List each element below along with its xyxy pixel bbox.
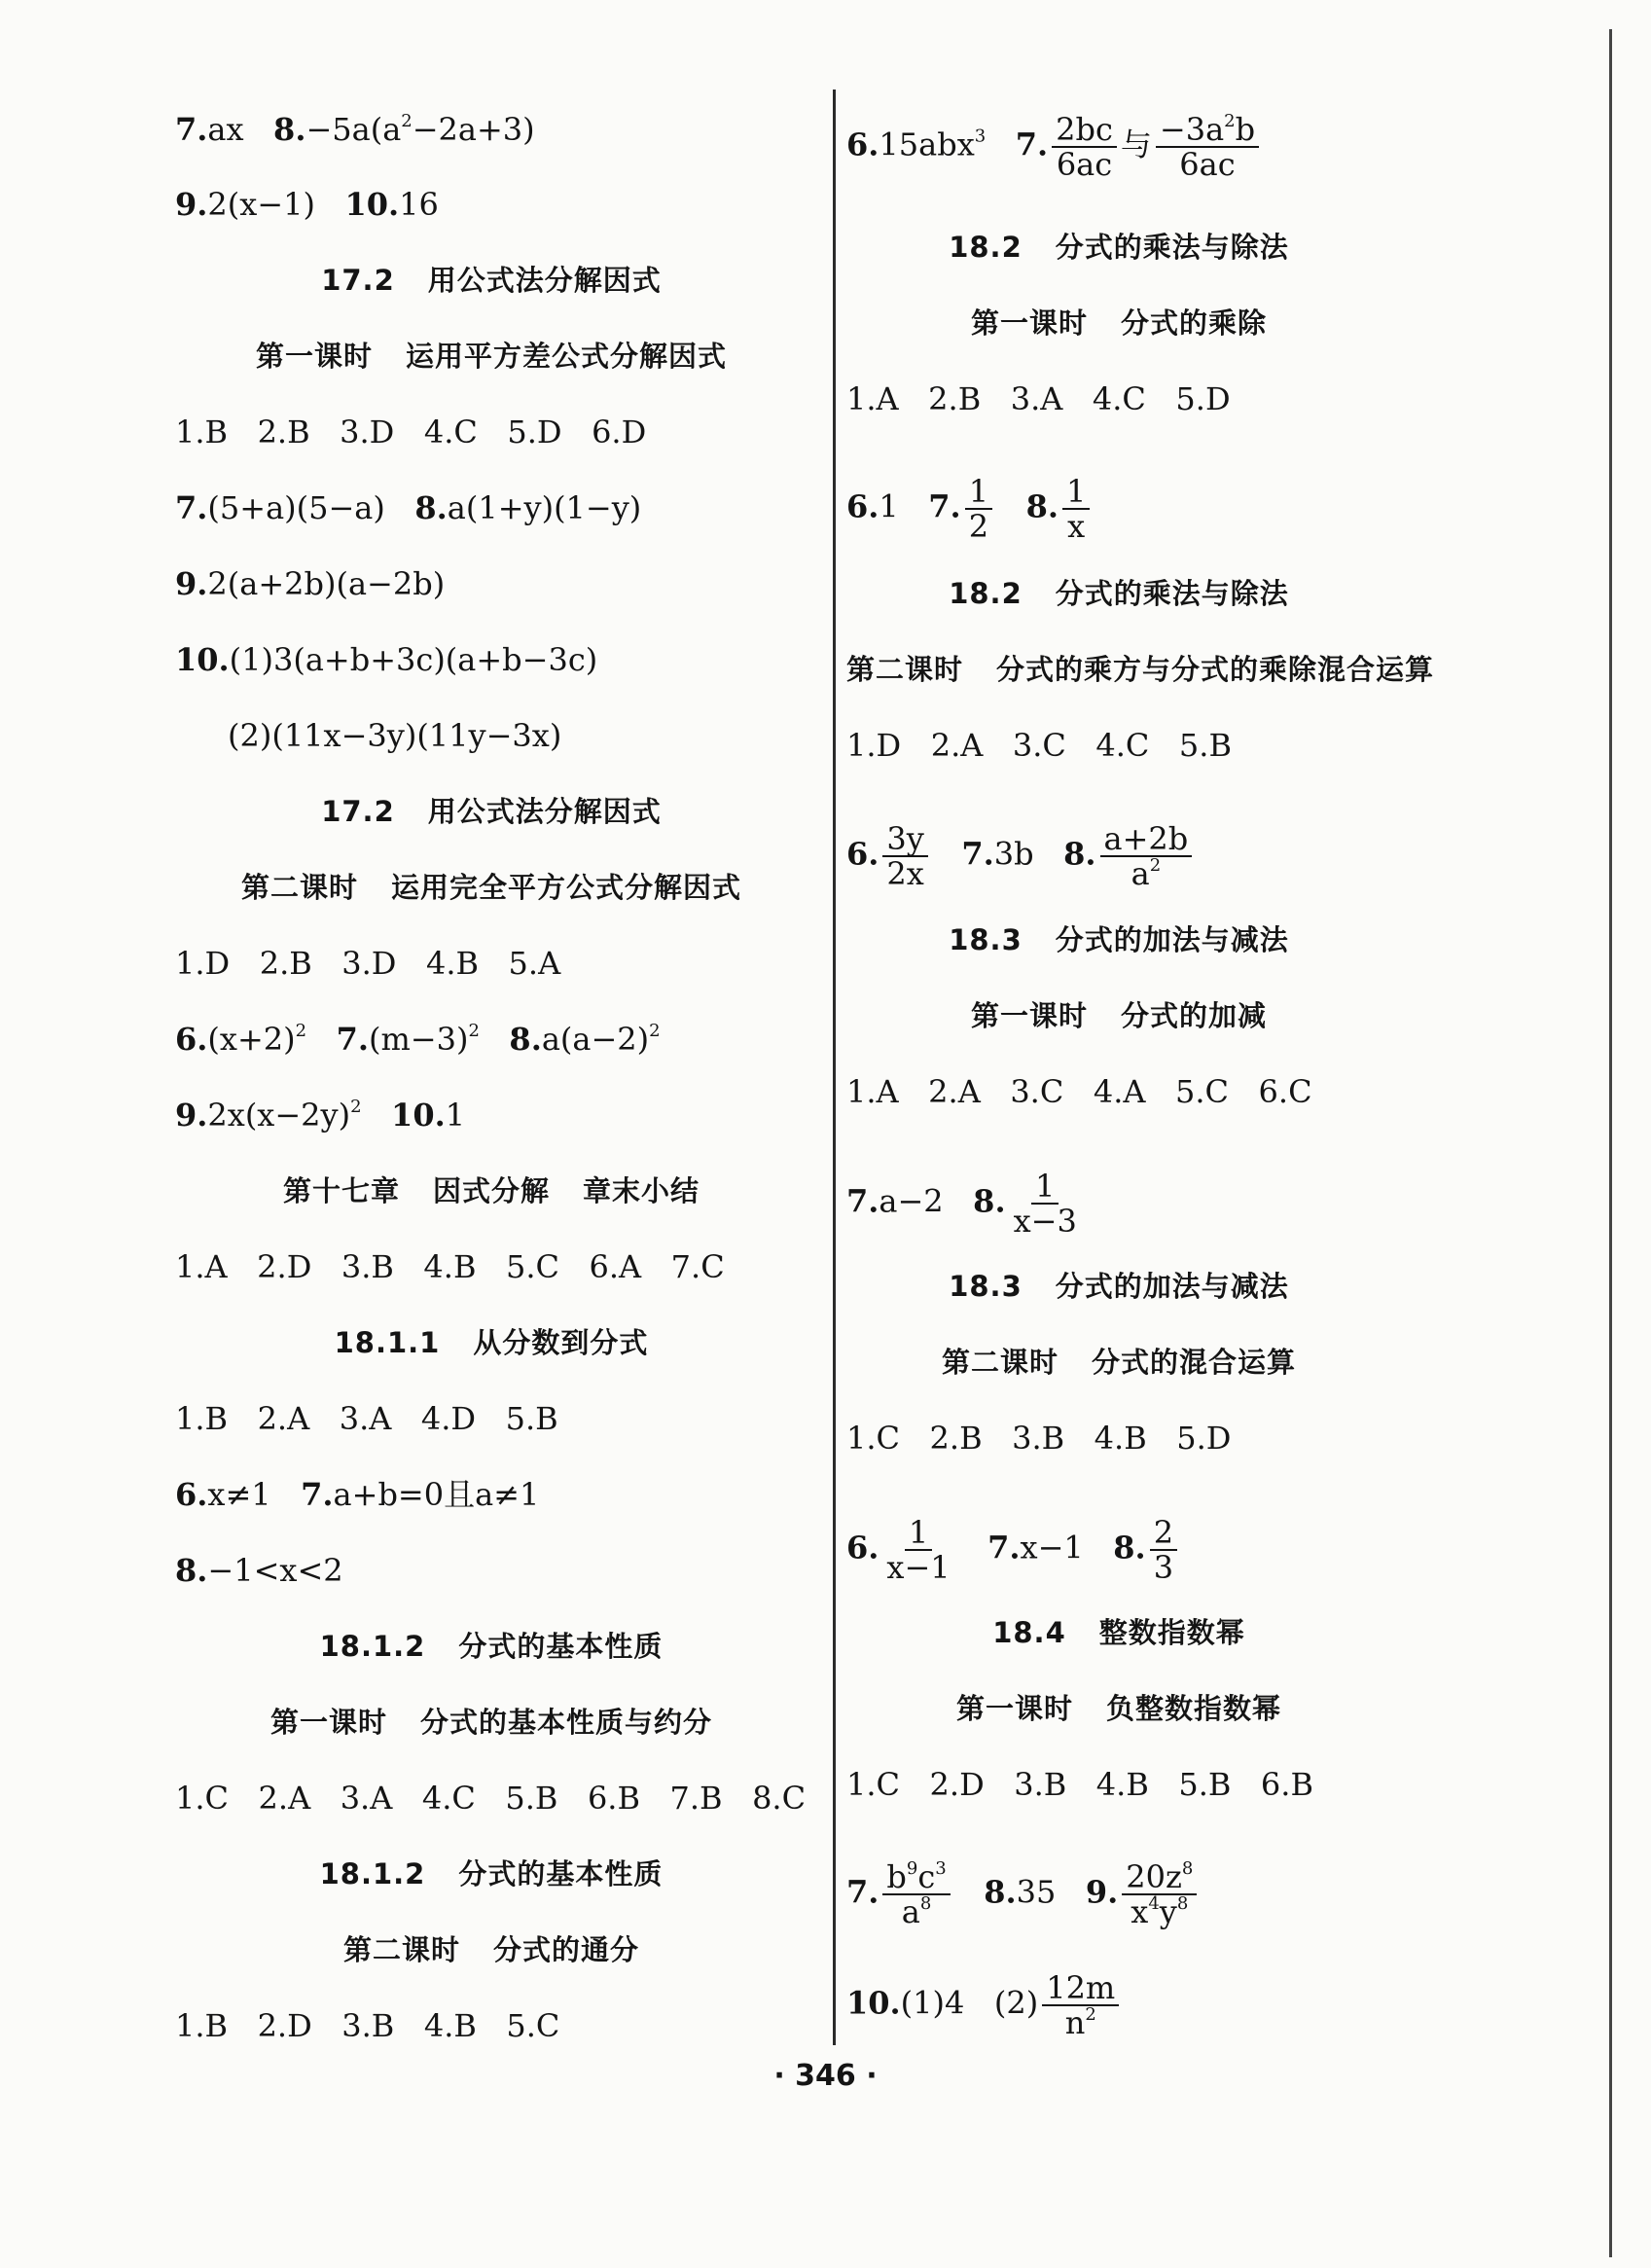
fraction [882, 1860, 950, 1928]
choice-answer: 1.D [175, 945, 231, 982]
exponent: 4 [1148, 1893, 1160, 1914]
section-heading [175, 1854, 808, 1893]
denominator: 6ac [1179, 146, 1236, 183]
choice-answers [175, 413, 646, 451]
denominator: 2 [968, 508, 989, 545]
section-number: 18.1.2 [319, 1630, 426, 1663]
choice-answer: 5.D [1176, 1420, 1232, 1457]
choice-answer: 1.A [846, 1073, 899, 1110]
fraction [882, 822, 927, 890]
answer: 16 [399, 186, 439, 223]
choice-answer: 3.A [339, 1400, 392, 1437]
q-number: 7. [961, 835, 994, 873]
q-number: 8. [1025, 487, 1059, 525]
lesson-heading [175, 337, 808, 376]
exponent: 2 [295, 1021, 307, 1041]
choice-answer: 4.C [1095, 727, 1150, 764]
lesson-label: 第一课时 [269, 1706, 387, 1739]
answer-line [175, 1551, 343, 1590]
fraction [1052, 113, 1117, 181]
choice-answer: 4.D [420, 1400, 477, 1437]
fraction [965, 475, 992, 543]
lesson-heading [846, 1689, 1391, 1728]
exponent: 8 [1181, 1858, 1194, 1879]
page-edge-line [1609, 29, 1612, 2257]
section-title: 用公式法分解因式 [427, 795, 662, 828]
fraction [882, 1516, 953, 1584]
section-heading [846, 1267, 1391, 1306]
denominator [1127, 1895, 1192, 1928]
choice-answers [846, 1765, 1313, 1804]
denominator [1128, 857, 1166, 890]
answer-line [175, 1475, 539, 1514]
answer-line [846, 1860, 1201, 1928]
answer: 1 [879, 487, 899, 525]
q-number: 7. [175, 111, 208, 148]
q-number: 7. [987, 1529, 1021, 1566]
choice-answer: 4.C [421, 1780, 476, 1817]
exponent: 2 [468, 1021, 480, 1041]
denominator: x−1 [886, 1549, 951, 1586]
exponent: 2 [401, 111, 413, 131]
choice-answers [846, 1072, 1312, 1111]
choice-answer: 2.B [928, 380, 982, 417]
denominator-part: y [1159, 1893, 1177, 1930]
choice-answer: 1.B [175, 1400, 229, 1437]
lesson-title: 分式的混合运算 [1092, 1346, 1297, 1379]
exponent: 2 [1085, 2004, 1096, 2025]
numerator-part: 20z [1126, 1858, 1182, 1895]
q-number: 10. [344, 186, 400, 223]
numerator-part: b [886, 1858, 907, 1895]
choice-answers [175, 1399, 558, 1438]
section-title: 从分数到分式 [473, 1326, 649, 1359]
q-number: 7. [846, 1873, 879, 1911]
lesson-label: 第二课时 [240, 871, 358, 904]
q-number: 7. [175, 489, 208, 526]
answer-line [846, 1516, 1181, 1584]
fraction [1042, 1971, 1119, 2039]
answer: 35 [1016, 1873, 1057, 1911]
choice-answer: 4.B [425, 945, 480, 982]
answer-line [846, 113, 1263, 181]
section-number: 17.2 [321, 264, 395, 297]
choice-answers [846, 726, 1232, 765]
choice-answer: 2.D [929, 1766, 985, 1803]
exponent: 2 [1149, 855, 1162, 876]
section-heading [175, 1627, 808, 1666]
choice-answer: 2.D [257, 2007, 312, 2044]
choice-answers [175, 944, 560, 983]
answer-line [175, 564, 445, 603]
section-number: 18.2 [949, 577, 1023, 610]
section-title: 分式的加法与减法 [1055, 923, 1289, 956]
choice-answer: 6.A [589, 1248, 642, 1285]
choice-answer: 5.B [1178, 1766, 1232, 1803]
answer: (x+2) [207, 1021, 296, 1058]
choice-answer: 3.C [1010, 1073, 1064, 1110]
choice-answers [175, 1247, 725, 1286]
denominator-base: n [1064, 2004, 1086, 2041]
choice-answer: 5.C [506, 2007, 560, 2044]
numerator: 1 [965, 475, 992, 510]
conjunction: 与 [1120, 126, 1152, 163]
choice-answer: 5.C [1175, 1073, 1230, 1110]
lesson-label: 第二课时 [846, 653, 964, 686]
choice-answer: 2.A [928, 1073, 981, 1110]
choice-answer: 2.A [930, 727, 984, 764]
section-number: 18.1.1 [334, 1326, 441, 1359]
answer-line [846, 475, 1094, 543]
fraction [1010, 1170, 1081, 1238]
section-title: 分式的加法与减法 [1055, 1270, 1289, 1303]
lesson-heading [846, 1343, 1391, 1382]
section-title: 分式的基本性质 [458, 1630, 664, 1663]
choice-answer: 1.C [846, 1766, 901, 1803]
chapter-heading [175, 1171, 808, 1210]
q-number: 7. [1015, 126, 1049, 163]
exponent: 8 [919, 1893, 932, 1914]
lesson-heading [846, 304, 1391, 342]
denominator: 2x [886, 855, 924, 892]
exponent: 2 [350, 1097, 362, 1117]
exponent: 2 [649, 1021, 661, 1041]
q-number: 6. [846, 835, 879, 873]
q-number: 10. [391, 1097, 446, 1134]
q-number: 6. [846, 126, 879, 163]
choice-answer: 3.B [341, 1248, 394, 1285]
denominator-part: x [1131, 1893, 1149, 1930]
denominator: 3 [1153, 1549, 1174, 1586]
answer: a(1+y)(1−y) [447, 489, 642, 526]
section-title: 用公式法分解因式 [427, 264, 662, 297]
numerator: a+2b [1100, 822, 1193, 857]
q-number: 8. [509, 1021, 542, 1058]
section-heading [846, 1613, 1391, 1652]
choice-answers [846, 379, 1231, 418]
denominator: x [1067, 508, 1086, 545]
lesson-label: 第二课时 [342, 1933, 460, 1966]
choice-answer: 5.C [505, 1248, 559, 1285]
choice-answer: 1.C [175, 1780, 230, 1817]
numerator: 12m [1042, 1971, 1119, 2006]
exponent: 3 [974, 126, 987, 147]
q-number: 10. [175, 641, 230, 678]
numerator: 1 [905, 1516, 932, 1551]
lesson-label: 第二课时 [941, 1346, 1059, 1379]
q-number: 6. [846, 1529, 879, 1566]
numerator: 2 [1150, 1516, 1177, 1551]
chapter-label: 第十七章 [282, 1174, 400, 1207]
denominator: 6ac [1056, 146, 1113, 183]
choice-answer: 5.D [507, 414, 562, 450]
choice-answer: 2.B [257, 414, 310, 450]
choice-answer: 8.C [752, 1780, 807, 1817]
answer: x≠1 [207, 1476, 271, 1513]
section-number: 18.3 [949, 923, 1023, 956]
section-heading [846, 228, 1391, 267]
numerator: 3y [882, 822, 927, 857]
choice-answer: 2.B [259, 945, 312, 982]
choice-answer: 5.B [505, 1400, 558, 1437]
lesson-heading [846, 996, 1391, 1035]
answer: (2) [993, 1984, 1039, 2022]
choice-answer: 4.B [423, 2007, 477, 2044]
fraction [1150, 1516, 1177, 1584]
answer-line [175, 1020, 661, 1059]
choice-answer: 3.A [1010, 380, 1063, 417]
denominator-base: a [901, 1893, 920, 1930]
section-title: 分式的乘法与除法 [1055, 577, 1289, 610]
lesson-title: 运用平方差公式分解因式 [406, 340, 728, 373]
choice-answer: 1.A [175, 1248, 228, 1285]
exponent: 8 [1176, 1893, 1189, 1914]
page-number: · 346 · [773, 2059, 878, 2093]
lesson-title: 分式的乘除 [1121, 306, 1268, 340]
q-number: 8. [414, 489, 448, 526]
numerator [1156, 113, 1259, 148]
q-number: 6. [175, 1021, 208, 1058]
choice-answer: 4.A [1093, 1073, 1146, 1110]
choice-answer: 3.B [341, 2007, 395, 2044]
choice-answers [175, 1779, 806, 1818]
choice-answer: 3.B [1014, 1766, 1067, 1803]
choice-answer: 2.A [257, 1400, 310, 1437]
section-heading [846, 920, 1391, 959]
answer: x−1 [1020, 1529, 1084, 1566]
section-heading [175, 261, 808, 300]
choice-answer: 3.D [340, 414, 395, 450]
q-number: 9. [1085, 1873, 1119, 1911]
answer-line [175, 640, 597, 679]
fraction [1122, 1860, 1197, 1928]
q-number: 7. [301, 1476, 334, 1513]
denominator: x−3 [1013, 1203, 1077, 1240]
lesson-title: 分式的通分 [493, 1933, 640, 1966]
answer: 1 [445, 1097, 466, 1134]
choice-answer: 6.C [1258, 1073, 1312, 1110]
numerator [882, 1860, 950, 1895]
answer: (1)4 [900, 1984, 965, 2022]
choice-answers [175, 2006, 559, 2045]
choice-answer: 7.B [669, 1780, 723, 1817]
choice-answer: 1.B [175, 2007, 229, 2044]
answer-line [175, 185, 439, 224]
answer: 2x(x−2y) [207, 1097, 351, 1134]
choice-answer: 1.B [175, 414, 229, 450]
section-number: 18.3 [949, 1270, 1023, 1303]
choice-answer: 5.A [508, 945, 561, 982]
section-heading [846, 574, 1391, 613]
section-title: 整数指数幂 [1098, 1616, 1245, 1649]
answer: 2(x−1) [207, 186, 315, 223]
section-title: 分式的基本性质 [458, 1857, 664, 1890]
lesson-title: 运用完全平方公式分解因式 [391, 871, 742, 904]
denominator [1061, 2006, 1100, 2039]
numerator-part: c [917, 1858, 936, 1895]
q-number: 8. [973, 1182, 1006, 1220]
answer: (1)3(a+b+3c)(a+b−3c) [229, 641, 598, 678]
lesson-title: 分式的乘方与分式的乘除混合运算 [996, 653, 1435, 686]
choice-answer: 1.D [846, 727, 902, 764]
q-number: 9. [175, 186, 208, 223]
q-number: 9. [175, 565, 208, 602]
choice-answer: 6.B [1260, 1766, 1313, 1803]
answer-line [175, 488, 641, 527]
section-number: 17.2 [321, 795, 395, 828]
answer: 3b [993, 835, 1034, 873]
choice-answer: 3.D [341, 945, 397, 982]
exponent: 2 [1224, 111, 1236, 131]
choice-answers [846, 1419, 1231, 1458]
chapter-title: 因式分解 [432, 1174, 550, 1207]
lesson-heading [175, 1703, 808, 1742]
answer-line [846, 1971, 1123, 2039]
q-number: 6. [175, 1476, 208, 1513]
q-number: 8. [1063, 835, 1096, 873]
denominator [898, 1895, 936, 1928]
choice-answer: 4.B [423, 1248, 477, 1285]
choice-answer: 5.B [1178, 727, 1232, 764]
lesson-label: 第一课时 [255, 340, 373, 373]
choice-answer: 4.C [423, 414, 478, 450]
q-number: 8. [273, 111, 306, 148]
answer: −5a(a [305, 111, 402, 148]
answer: −2a+3) [412, 111, 535, 148]
section-heading [175, 1323, 808, 1362]
q-number: 10. [846, 1984, 901, 2022]
lesson-heading [846, 650, 1435, 689]
choice-answer: 3.A [340, 1780, 393, 1817]
lesson-title: 负整数指数幂 [1106, 1692, 1282, 1725]
answer: (2)(11x−3y)(11y−3x) [228, 717, 562, 754]
answer: 2(a+2b)(a−2b) [207, 565, 446, 602]
q-number: 8. [984, 1873, 1017, 1911]
lesson-label: 第一课时 [955, 1692, 1073, 1725]
chapter-summary: 章末小结 [583, 1174, 700, 1207]
numerator: 2bc [1052, 113, 1117, 148]
choice-answer: 4.B [1095, 1766, 1149, 1803]
answer: (5+a)(5−a) [207, 489, 385, 526]
choice-answer: 1.C [846, 1420, 901, 1457]
q-number: 6. [846, 487, 879, 525]
choice-answer: 4.C [1092, 380, 1146, 417]
choice-answer: 6.D [592, 414, 647, 450]
numerator: 1 [1062, 475, 1090, 510]
numerator-part: −3a [1159, 111, 1225, 148]
q-number: 9. [175, 1097, 208, 1134]
q-number: 8. [1113, 1529, 1146, 1566]
answer-line [846, 822, 1196, 890]
lesson-heading [175, 868, 808, 907]
lesson-heading [175, 1930, 808, 1969]
fraction [1062, 475, 1090, 543]
choice-answer: 2.B [929, 1420, 983, 1457]
section-number: 18.4 [992, 1616, 1066, 1649]
choice-answer: 3.C [1012, 727, 1066, 764]
answer: (m−3) [368, 1021, 469, 1058]
numerator [1122, 1860, 1197, 1895]
section-heading [175, 792, 808, 831]
answer-line [846, 1170, 1085, 1238]
choice-answer: 4.B [1094, 1420, 1147, 1457]
q-number: 7. [928, 487, 961, 525]
fraction [1156, 113, 1259, 181]
section-number: 18.1.2 [319, 1857, 426, 1890]
answer: ax [207, 111, 244, 148]
numerator: 1 [1031, 1170, 1059, 1205]
q-number: 7. [336, 1021, 369, 1058]
section-title: 分式的乘法与除法 [1055, 231, 1289, 264]
q-number: 8. [175, 1552, 208, 1589]
choice-answer: 2.A [258, 1780, 311, 1817]
choice-answer: 6.B [587, 1780, 640, 1817]
answer: −1<x<2 [207, 1552, 343, 1589]
choice-answer: 1.A [846, 380, 899, 417]
exponent: 9 [906, 1858, 918, 1879]
fraction [1100, 822, 1193, 890]
answer: a(a−2) [541, 1021, 650, 1058]
answer-line [175, 110, 535, 149]
choice-answer: 3.B [1012, 1420, 1065, 1457]
answer: a+b=0且a≠1 [333, 1476, 540, 1513]
answer: a−2 [879, 1182, 944, 1220]
denominator-base: a [1131, 855, 1150, 892]
lesson-title: 分式的基本性质与约分 [420, 1706, 713, 1739]
answer: 15abx [879, 126, 975, 163]
lesson-title: 分式的加减 [1121, 999, 1268, 1032]
section-number: 18.2 [949, 231, 1023, 264]
choice-answer: 5.B [505, 1780, 558, 1817]
choice-answer: 7.C [670, 1248, 725, 1285]
lesson-label: 第一课时 [970, 306, 1088, 340]
lesson-label: 第一课时 [970, 999, 1088, 1032]
q-number: 7. [846, 1182, 879, 1220]
choice-answer: 2.D [257, 1248, 312, 1285]
exponent: 3 [935, 1858, 947, 1879]
answer-line [175, 1096, 465, 1134]
choice-answer: 5.D [1175, 380, 1231, 417]
numerator-part: b [1235, 111, 1256, 148]
column-divider [833, 90, 836, 2045]
answer-line [228, 716, 561, 755]
